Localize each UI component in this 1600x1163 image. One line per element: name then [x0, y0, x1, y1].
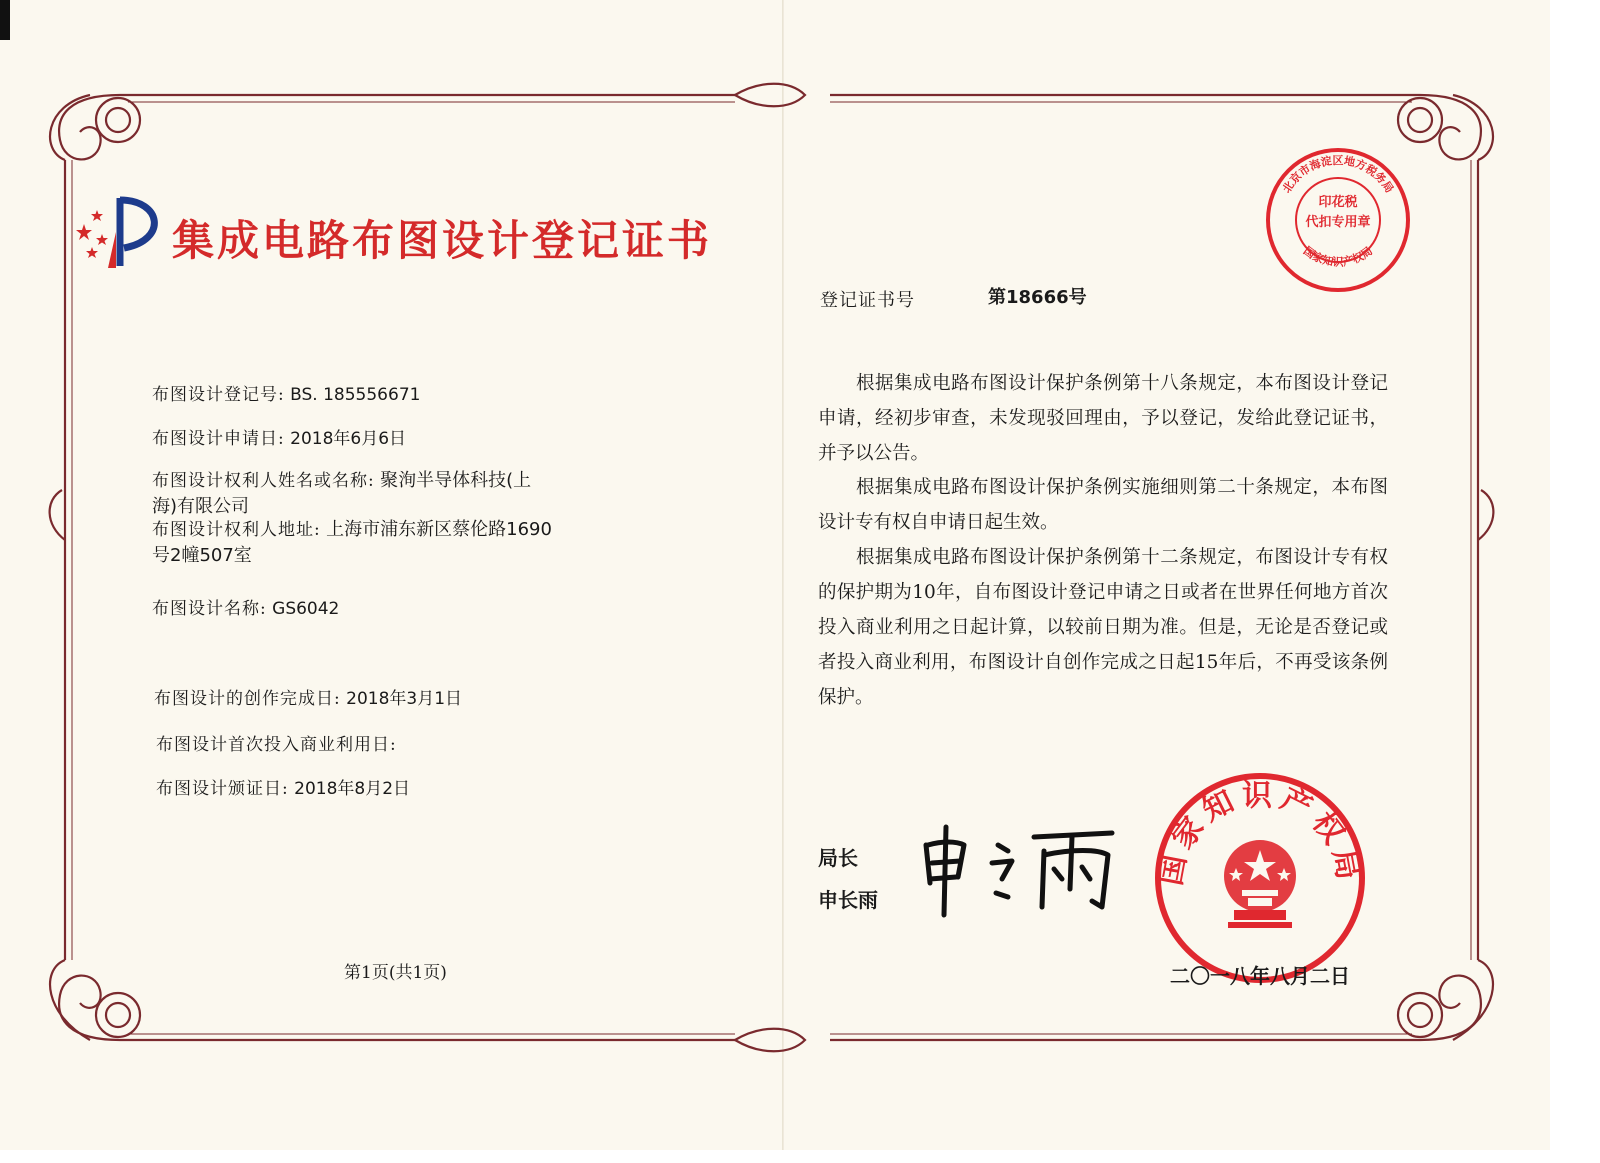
tax-seal-outer-path: 北京市海淀区地方税务局	[1280, 154, 1396, 196]
holder-name-value-line2: 海)有限公司	[152, 496, 250, 517]
issue-date-value: 2018年8月2日	[294, 779, 411, 799]
holder-name-value-line1: 聚洵半导体科技(上	[380, 470, 532, 491]
tax-seal-outer-text	[1280, 153, 1396, 195]
application-date-label: 布图设计申请日:	[152, 429, 285, 449]
design-name-value: GS6042	[272, 599, 340, 619]
paragraph-1: 根据集成电路布图设计保护条例第十八条规定，本布图设计登记申请，经初步审查，未发现驳回理由，予以登记，发给此登记证书，并予以公告。	[818, 373, 1388, 464]
paragraph-3: 根据集成电路布图设计保护条例第十二条规定，布图设计专有权的保护期为10年，自布图设计登记申请之日或者在世界任何地方首次投入商业利用之日起计算，以较前日期为准。但是，无论是否登记或者投入商业利用，布图设计自创作完成之日起15年后，不再受该条例保护。	[818, 547, 1388, 708]
design-name-row	[152, 594, 339, 619]
tax-stamp-seal-icon	[1258, 140, 1418, 300]
first-commercial-row	[156, 730, 397, 755]
certificate-no-label: 登记证书号	[820, 290, 915, 311]
holder-address-value-line2: 号2幢507室	[152, 545, 252, 566]
holder-address-row	[152, 515, 552, 541]
cnipa-official-seal-icon	[1150, 768, 1370, 988]
application-date-row	[152, 424, 406, 449]
issue-date-chinese: 二〇一八年八月二日	[1170, 964, 1350, 988]
holder-name-row	[152, 466, 531, 492]
tax-seal-line2: 代扣专用章	[1305, 215, 1371, 230]
registration-no-row	[152, 380, 420, 405]
first-commercial-label: 布图设计首次投入商业利用日:	[156, 735, 397, 755]
paragraph-2: 根据集成电路布图设计保护条例实施细则第二十条规定，本布图设计专有权自申请日起生效。	[818, 477, 1388, 533]
certificate-no-value: 第18666号	[988, 287, 1087, 308]
cnipa-logo-icon	[72, 192, 172, 272]
holder-name-label: 布图设计权利人姓名或名称:	[152, 471, 375, 491]
holder-address-value-line1: 上海市浦东新区蔡伦路1690	[326, 519, 552, 540]
creation-date-row	[154, 684, 462, 709]
issue-date-label: 布图设计颁证日:	[156, 779, 289, 799]
design-name-label: 布图设计名称:	[152, 599, 267, 619]
tax-seal-bottom-path: 国家知识产权局	[1300, 244, 1376, 269]
director-title: 局长	[818, 846, 858, 870]
certificate-title: 集成电路布图设计登记证书	[172, 216, 713, 265]
creation-date-label: 布图设计的创作完成日:	[154, 689, 341, 709]
director-name: 申长雨	[818, 888, 878, 912]
registration-no-value: BS. 185556671	[290, 385, 421, 405]
creation-date-value: 2018年3月1日	[346, 689, 463, 709]
cnipa-seal-path: 国家知识产权局	[1153, 778, 1367, 889]
tax-seal-line1: 印花税	[1318, 195, 1358, 210]
signature-image	[912, 815, 1132, 925]
tax-seal-bottom-text	[1301, 243, 1375, 268]
holder-address-label: 布图设计权利人地址:	[152, 520, 321, 540]
application-date-value: 2018年6月6日	[290, 429, 407, 449]
registration-no-label: 布图设计登记号:	[152, 385, 285, 405]
issue-date-row	[156, 774, 410, 799]
page-number: 第1页(共1页)	[344, 963, 447, 983]
